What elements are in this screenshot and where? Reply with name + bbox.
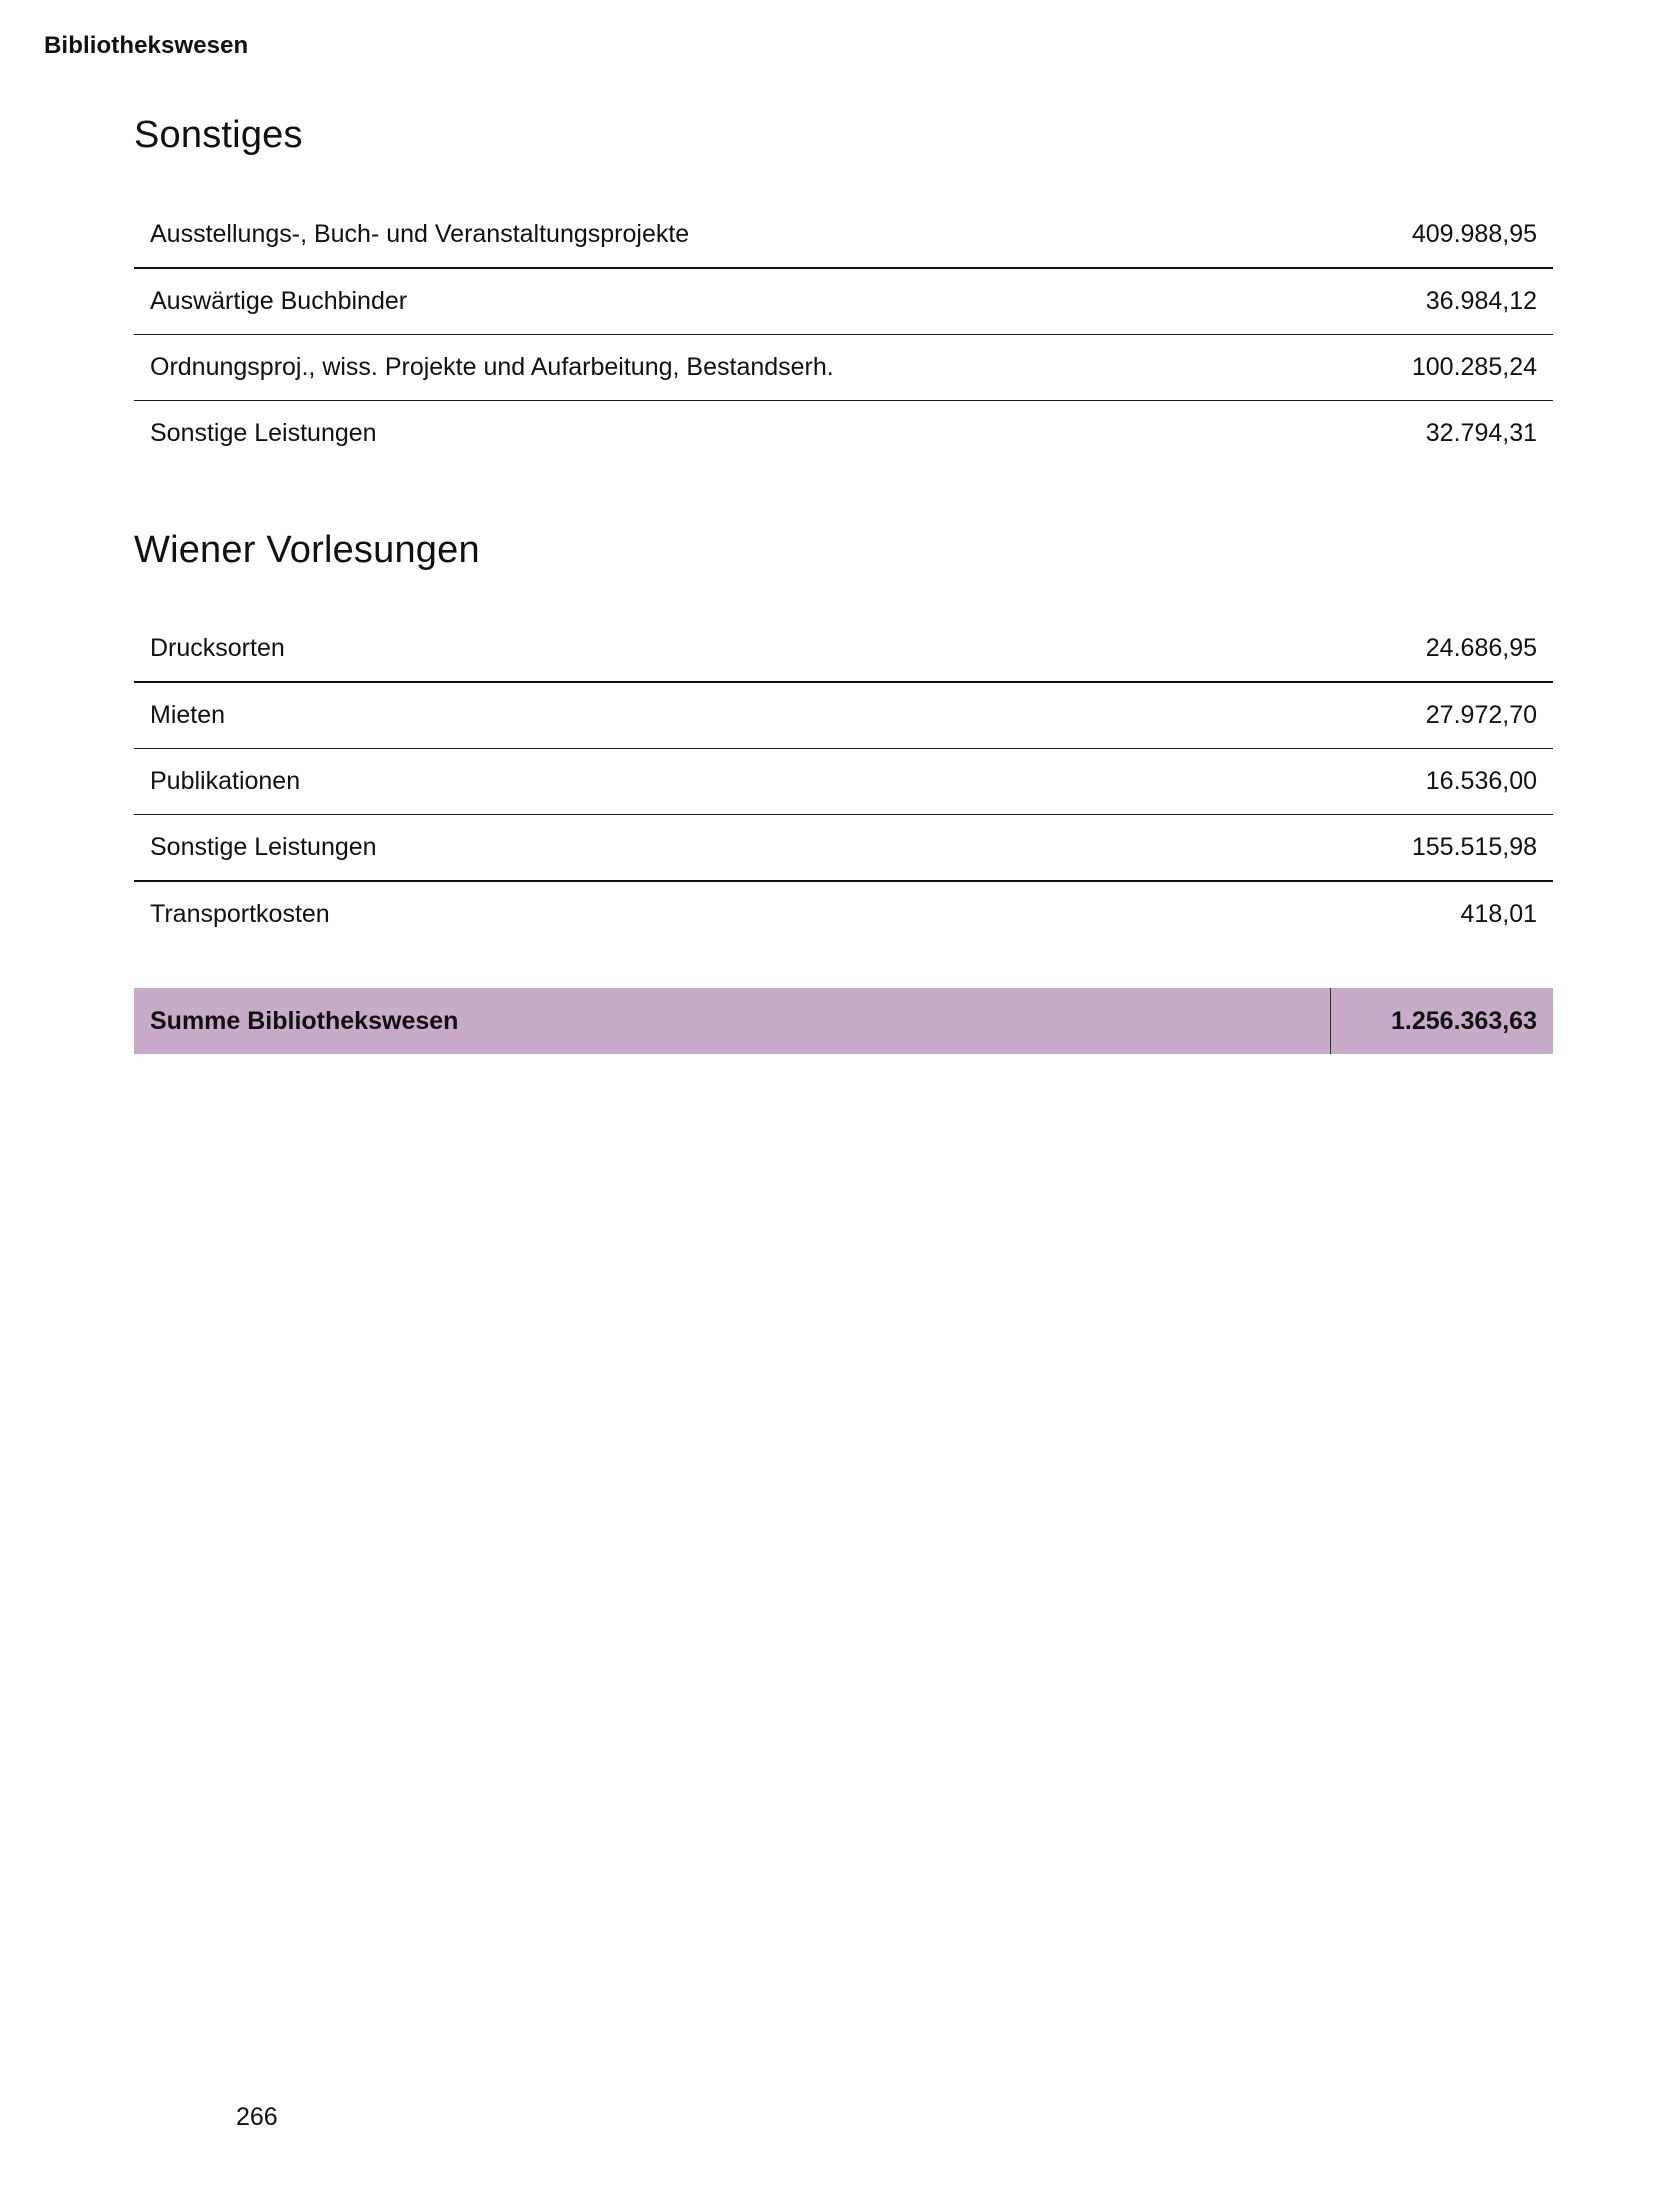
row-label: Ordnungsproj., wiss. Projekte und Aufarbeitung, Bestandserh. bbox=[134, 335, 1298, 401]
total-table bbox=[134, 988, 1553, 1054]
table-row bbox=[134, 815, 1553, 882]
total-value: 1.256.363,63 bbox=[1391, 1006, 1537, 1035]
row-label: Transportkosten bbox=[134, 881, 1017, 947]
row-value: 16.536,00 bbox=[1017, 749, 1553, 815]
row-label: Sonstige Leistungen bbox=[134, 815, 1017, 882]
table-wiener-vorlesungen bbox=[134, 616, 1553, 947]
section-title-wiener-vorlesungen: Wiener Vorlesungen bbox=[134, 529, 480, 571]
row-label: Ausstellungs-, Buch- und Veranstaltungsprojekte bbox=[150, 220, 690, 248]
page-number: 266 bbox=[236, 2103, 278, 2131]
running-header: Bibliothekswesen bbox=[44, 32, 249, 59]
table-row bbox=[134, 335, 1553, 401]
table-row bbox=[134, 749, 1553, 815]
total-row bbox=[134, 988, 1553, 1054]
table-row bbox=[134, 268, 1553, 335]
table-sonstiges bbox=[134, 202, 1553, 466]
row-value: 155.515,98 bbox=[1017, 815, 1553, 882]
row-label: Drucksorten bbox=[150, 634, 285, 662]
row-value: 27.972,70 bbox=[1017, 682, 1553, 749]
row-value: 100.285,24 bbox=[1298, 335, 1553, 401]
table-row bbox=[134, 401, 1553, 467]
row-value: 32.794,31 bbox=[1298, 401, 1553, 467]
row-label: Publikationen bbox=[134, 749, 1017, 815]
row-value: 409.988,95 bbox=[1411, 220, 1537, 248]
row-value: 36.984,12 bbox=[1298, 268, 1553, 335]
table-row bbox=[134, 881, 1553, 947]
section-title-sonstiges: Sonstiges bbox=[134, 114, 303, 156]
total-label: Summe Bibliothekswesen bbox=[134, 988, 1331, 1054]
row-value: 24.686,95 bbox=[1425, 634, 1537, 662]
table-row bbox=[134, 682, 1553, 749]
row-label: Mieten bbox=[134, 682, 1017, 749]
table-row bbox=[134, 616, 1553, 682]
row-label: Sonstige Leistungen bbox=[134, 401, 1298, 467]
row-value: 418,01 bbox=[1017, 881, 1553, 947]
row-label: Auswärtige Buchbinder bbox=[134, 268, 1298, 335]
table-row bbox=[134, 202, 1553, 268]
